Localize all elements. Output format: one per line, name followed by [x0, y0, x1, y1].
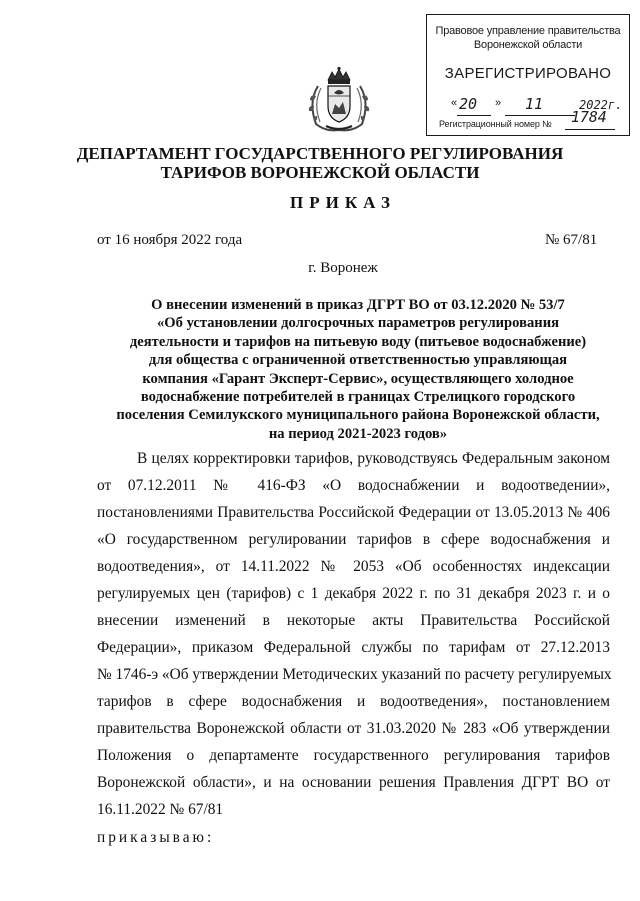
stamp-registered-label: ЗАРЕГИСТРИРОВАНО [444, 65, 612, 82]
body-line: правительства Воронежской области от 31.03.2020 № 283 «Об утверждении [97, 720, 610, 737]
body-line: водоотведения», от 14.11.2022 № 2053 «Об особенностях индексации [97, 558, 610, 575]
registration-stamp [426, 14, 630, 136]
body-line: от 07.12.2011 № 416-ФЗ «О водоснабжении и водоотведении», [97, 477, 610, 494]
title-line: компания «Гарант Эксперт-Сервис», осуществляющего холодное [142, 370, 574, 387]
department-line1: ДЕПАРТАМЕНТ ГОСУДАРСТВЕННОГО РЕГУЛИРОВАНИЯ [76, 144, 564, 163]
coat-of-arms-icon [304, 66, 374, 134]
stamp-reg-number: 1784 [571, 108, 607, 126]
stamp-date-close-quote: » [495, 97, 502, 109]
department-heading [0, 144, 640, 182]
title-line: на период 2021-2023 годов» [268, 425, 448, 442]
department-line2: ТАРИФОВ ВОРОНЕЖСКОЙ ОБЛАСТИ [160, 163, 480, 182]
order-title [80, 296, 636, 443]
body-line: внесении изменений в некоторые акты Правительства Российской [97, 612, 610, 629]
stamp-reg-number-label: Регистрационный номер № [439, 119, 552, 129]
order-number: № 67/81 [545, 232, 598, 248]
title-line: О внесении изменений в приказ ДГРТ ВО от 03.12.2020 № 53/7 [151, 297, 565, 313]
body-line: Федерации», приказом Федеральной службы по тарифам от 27.12.2013 [97, 639, 610, 656]
stamp-organization [427, 24, 629, 52]
stamp-org-line1: Правовое управление правительства [435, 25, 621, 37]
body-line: регулируемых цен (тарифов) с 1 декабря 2022 г. по 31 декабря 2023 г. и о [97, 585, 610, 602]
title-line: для общества с ограниченной ответственностью управляющая [148, 352, 568, 369]
body-line: Воронежской области», и на основании решения Правления ДГРТ ВО от [97, 774, 610, 791]
body-line: В целях корректировки тарифов, руководствуясь Федеральным законом [137, 450, 610, 467]
order-closing: приказываю: [97, 829, 215, 846]
document-type: ПРИКАЗ [290, 193, 396, 212]
stamp-date-open-quote: « [451, 97, 458, 109]
title-line: водоснабжение потребителей в границах Стрелицкого городского [140, 389, 576, 406]
body-line: Положения о департаменте государственного регулирования тарифов [97, 747, 610, 764]
body-line: постановлениями Правительства Российской Федерации от 13.05.2013 № 406 [97, 504, 610, 521]
stamp-reg-number-line [439, 108, 607, 129]
stamp-date-day: 20 [459, 95, 478, 113]
order-city: г. Воронеж [308, 260, 378, 276]
body-line: 16.11.2022 № 67/81 [97, 801, 224, 818]
body-line: № 1746-э «Об утверждении Методических указаний по расчету регулируемых [97, 666, 612, 683]
stamp-org-line2: Воронежской области [473, 39, 583, 51]
title-line: деятельности и тарифов на питьевую воду (питьевое водоснабжение) [129, 333, 587, 350]
stamp-date-year: 2022г. [579, 98, 623, 112]
order-date: от 16 ноября 2022 года [97, 232, 243, 248]
body-line: «О государственном регулировании тарифов в сфере водоснабжения и [97, 531, 610, 548]
title-line: поселения Семилукского муниципального района Воронежской области, [116, 407, 600, 424]
stamp-date-month: 11 [525, 95, 544, 113]
body-line: тарифов в сфере водоснабжения и водоотведения», постановлением [97, 693, 610, 710]
title-line: «Об установлении долгосрочных параметров регулирования [156, 315, 559, 332]
